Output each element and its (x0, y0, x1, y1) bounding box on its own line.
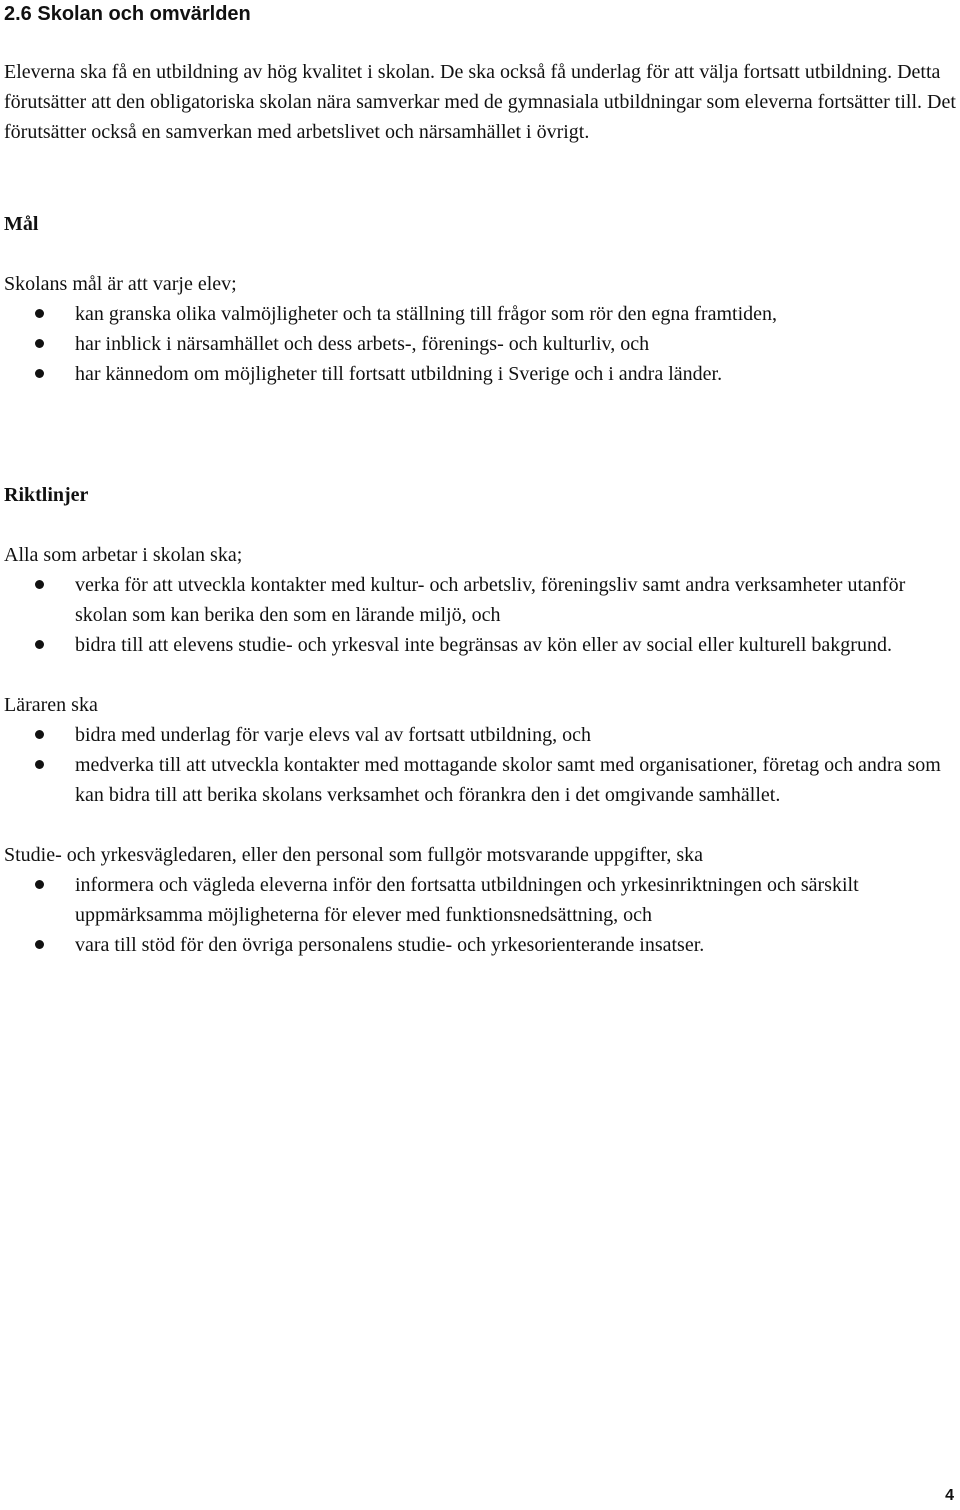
bullet-icon (35, 309, 44, 318)
all-staff-list (4, 570, 960, 660)
goals-heading: Mål (4, 213, 39, 235)
list-item-text: har kännedom om möjligheter till fortsatt utbildning i Sverige och i andra länder. (75, 363, 723, 385)
list-item-text: vara till stöd för den övriga personalens studie- och yrkesorienterande insatser. (75, 934, 705, 956)
bullet-icon (35, 640, 44, 649)
teacher-lead: Läraren ska (4, 694, 98, 716)
counselor-lead: Studie- och yrkesvägledaren, eller den personal som fullgör motsvarande uppgifter, ska (4, 844, 703, 866)
list-item (4, 720, 960, 750)
list-item-text: informera och vägleda eleverna inför den fortsatta utbildningen och yrkesinriktningen och särskilt uppmärksamma möjligheterna för elever med funktionsnedsättning, och (75, 874, 859, 926)
list-item (4, 930, 960, 960)
list-item-text: har inblick i närsamhället och dess arbets-, förenings- och kulturliv, och (75, 333, 650, 355)
list-item-text: kan granska olika valmöjligheter och ta ställning till frågor som rör den egna framtiden, (75, 303, 778, 325)
list-item-text: bidra med underlag för varje elevs val av fortsatt utbildning, och (75, 724, 591, 746)
list-item (4, 299, 960, 329)
guidelines-section (4, 480, 960, 960)
intro-paragraph: Eleverna ska få en utbildning av hög kvalitet i skolan. De ska också få underlag för att välja fortsatt utbildning. Detta förutsätter att den obligatoriska skolan nära samverkar med de gymnasiala utbildningar som eleverna fortsätter till. Det förutsätter också en samverkan med arbetslivet och närsamhället i övrigt. (4, 61, 956, 143)
bullet-icon (35, 339, 44, 348)
list-item (4, 630, 960, 660)
section-title: 2.6 Skolan och omvärlden (4, 3, 251, 25)
teacher-list (4, 720, 960, 810)
list-item (4, 870, 960, 930)
guidelines-heading: Riktlinjer (4, 484, 89, 506)
goals-list (4, 299, 960, 389)
counselor-list (4, 870, 960, 960)
page-number: 4 (945, 1487, 954, 1504)
bullet-icon (35, 880, 44, 889)
bullet-icon (35, 580, 44, 589)
list-item (4, 359, 960, 389)
goals-section (4, 209, 960, 389)
goals-lead: Skolans mål är att varje elev; (4, 273, 237, 295)
bullet-icon (35, 760, 44, 769)
list-item-text: bidra till att elevens studie- och yrkesval inte begränsas av kön eller av social eller kulturell bakgrund. (75, 634, 892, 656)
list-item (4, 750, 960, 810)
list-item-text: medverka till att utveckla kontakter med mottagande skolor samt med organisationer, företag och andra som kan bidra till att berika skolans verksamhet och förankra den i det omgivande samhället. (75, 754, 941, 806)
list-item (4, 329, 960, 359)
list-item-text: verka för att utveckla kontakter med kultur- och arbetsliv, föreningsliv samt andra verksamheter utanför skolan som kan berika den som en lärande miljö, och (75, 574, 906, 626)
bullet-icon (35, 730, 44, 739)
bullet-icon (35, 940, 44, 949)
bullet-icon (35, 369, 44, 378)
all-staff-lead: Alla som arbetar i skolan ska; (4, 544, 243, 566)
list-item (4, 570, 960, 630)
